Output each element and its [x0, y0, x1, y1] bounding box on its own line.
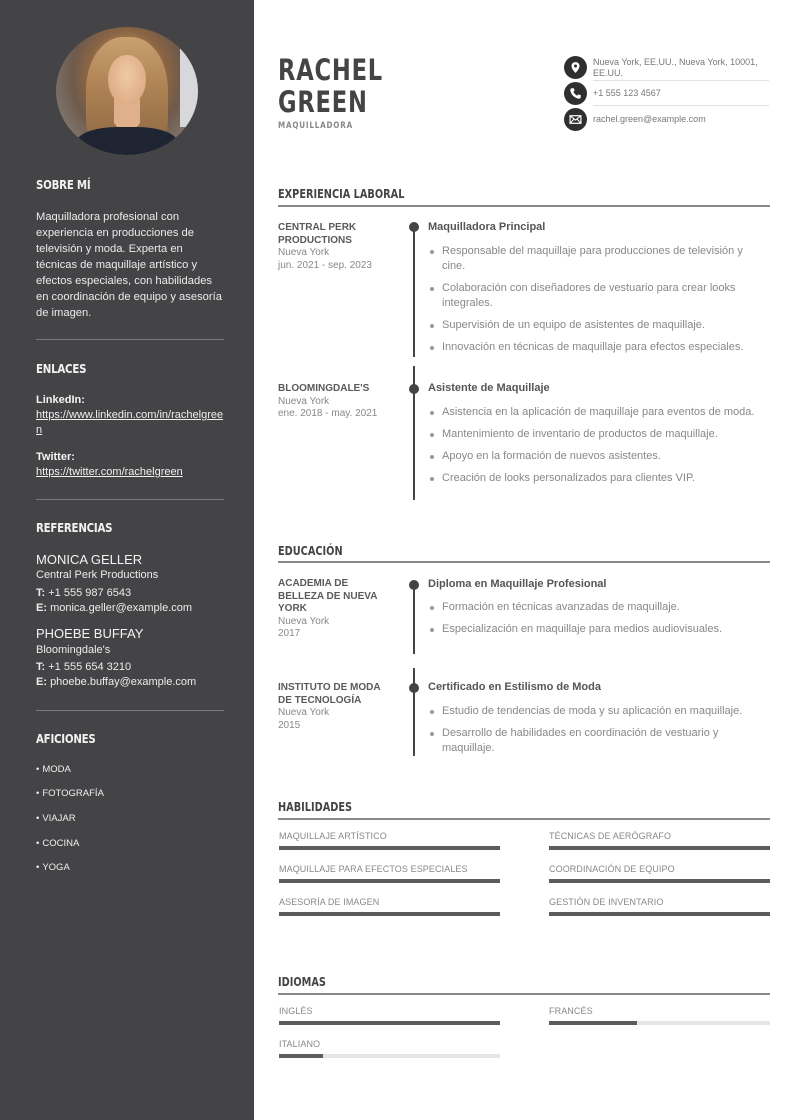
- reference-phone: T: +1 555 987 6543: [36, 587, 132, 599]
- phone-icon: [564, 82, 587, 105]
- twitter-link[interactable]: https://twitter.com/rachelgreen: [36, 466, 183, 478]
- reference-name: PHOEBE BUFFAY: [36, 626, 144, 641]
- experience-org: CENTRAL PERK PRODUCTIONS Nueva York jun. 2021 - sep. 2023: [278, 222, 372, 271]
- degree-title: Certificado en Estilismo de Moda: [428, 681, 601, 693]
- references-heading: REFERENCIAS: [36, 520, 113, 535]
- sidebar-divider: [36, 499, 224, 500]
- sidebar-divider: [36, 339, 224, 340]
- timeline-dot: [409, 384, 419, 394]
- bullet-item: Estudio de tendencias de moda y su aplicación en maquillaje.: [428, 704, 768, 719]
- reference-email: E: monica.geller@example.com: [36, 602, 193, 614]
- skill-item-label: GESTIÓN DE INVENTARIO: [549, 897, 664, 907]
- timeline-line: [413, 668, 415, 756]
- contact-email: rachel.green@example.com: [564, 108, 770, 132]
- education-heading: EDUCACIÓN: [278, 543, 343, 558]
- degree-title: Diploma en Maquillaje Profesional: [428, 578, 607, 590]
- languages-heading: IDIOMAS: [278, 974, 326, 989]
- job-title: Maquilladora Principal: [428, 221, 546, 233]
- about-heading: SOBRE MÍ: [36, 177, 91, 192]
- experience-org: BLOOMINGDALE'S Nueva York ene. 2018 - may. 2021: [278, 383, 378, 419]
- skill-item: [549, 864, 770, 874]
- skill-item-label: TÉCNICAS DE AERÓGRAFO: [549, 831, 672, 841]
- skill-item-label: COORDINACIÓN DE EQUIPO: [549, 864, 675, 874]
- twitter-label: Twitter:: [36, 451, 75, 463]
- section-rule: [278, 993, 770, 995]
- first-name: RACHEL: [278, 53, 384, 87]
- bullet-item: Supervisión de un equipo de asistentes de maquillaje.: [428, 318, 768, 333]
- sidebar: [0, 0, 254, 1120]
- language-item-label: FRANCÉS: [549, 1006, 593, 1016]
- skill-item-label: ASESORÍA DE IMAGEN: [279, 897, 380, 907]
- language-item-label: ITALIANO: [279, 1039, 321, 1049]
- bullet-item: Especialización en maquillaje para medios audiovisuales.: [428, 622, 768, 637]
- language-item-bar-fill: [279, 1054, 323, 1058]
- skill-item-label: MAQUILLAJE ARTÍSTICO: [279, 831, 387, 841]
- location-pin-icon: [564, 56, 587, 79]
- hobby-item: • MODA: [36, 764, 71, 775]
- skill-item: [549, 897, 770, 907]
- language-item-bar-fill: [549, 1021, 637, 1025]
- hobby-item: • FOTOGRAFÍA: [36, 788, 104, 799]
- bullet-item: Colaboración con diseñadores de vestuario para crear looks integrales.: [428, 281, 768, 311]
- bullet-item: Apoyo en la formación de nuevos asistentes.: [428, 449, 768, 464]
- section-rule: [278, 205, 770, 207]
- bullet-item: Creación de looks personalizados para clientes VIP.: [428, 471, 768, 486]
- education-org: ACADEMIA DE BELLEZA DE NUEVA YORK Nueva York 2017: [278, 578, 378, 639]
- bullet-item: Desarrollo de habilidades en coordinación de vestuario y maquillaje.: [428, 726, 768, 756]
- timeline-line: [413, 227, 415, 357]
- skill-item: [279, 831, 500, 841]
- skills-heading: HABILIDADES: [278, 799, 353, 814]
- skill-item-label: MAQUILLAJE PARA EFECTOS ESPECIALES: [279, 864, 468, 874]
- linkedin-link[interactable]: https://www.linkedin.com/in/rachelgreen: [36, 409, 224, 436]
- hobby-item: • VIAJAR: [36, 813, 76, 824]
- bullet-item: Innovación en técnicas de maquillaje para efectos especiales.: [428, 340, 768, 355]
- hobby-item: • YOGA: [36, 862, 70, 873]
- job-bullets: [428, 244, 768, 362]
- profile-photo: [56, 27, 198, 155]
- contact-divider: [593, 80, 769, 81]
- contact-phone: +1 555 123 4567: [564, 82, 770, 106]
- sidebar-divider: [36, 710, 224, 711]
- job-bullets: [428, 405, 768, 493]
- linkedin-label: LinkedIn:: [36, 394, 85, 406]
- timeline-line: [413, 584, 415, 654]
- reference-email: E: phoebe.buffay@example.com: [36, 676, 197, 688]
- reference-name: MONICA GELLER: [36, 552, 143, 567]
- language-item-bar-track: [549, 1021, 770, 1025]
- degree-bullets: [428, 600, 768, 644]
- skill-item-bar-track: [549, 879, 770, 883]
- contact-address: Nueva York, EE.UU., Nueva York, 10001, EE.UU.: [564, 56, 770, 80]
- language-item-bar-track: [279, 1021, 500, 1025]
- skill-item-bar-fill: [279, 912, 500, 916]
- links-heading: ENLACES: [36, 361, 87, 376]
- skill-item-bar-track: [279, 846, 500, 850]
- skill-item-bar-track: [279, 912, 500, 916]
- degree-bullets: [428, 704, 768, 763]
- about-text: Maquilladora profesional con experiencia en producciones de televisión y moda. Experta en técnicas de maquillaje artístico y efectos especiales, con habilidades en coordinación de equipo y asesoría de imagen.: [36, 211, 222, 319]
- bullet-item: Asistencia en la aplicación de maquillaje para eventos de moda.: [428, 405, 768, 420]
- language-item: [279, 1006, 500, 1016]
- skill-item-bar-fill: [549, 846, 770, 850]
- skill-item-bar-track: [549, 846, 770, 850]
- last-name: GREEN: [278, 85, 368, 119]
- skill-item: [549, 831, 770, 841]
- experience-heading: EXPERIENCIA LABORAL: [278, 186, 405, 201]
- job-title: Asistente de Maquillaje: [428, 382, 550, 394]
- language-item-bar-track: [279, 1054, 500, 1058]
- language-item: [549, 1006, 770, 1016]
- timeline-dot: [409, 683, 419, 693]
- bullet-item: Formación en técnicas avanzadas de maquillaje.: [428, 600, 768, 615]
- language-item-label: INGLÉS: [279, 1006, 313, 1016]
- reference-company: Bloomingdale's: [36, 644, 111, 656]
- bullet-item: Mantenimiento de inventario de productos de maquillaje.: [428, 427, 768, 442]
- job-role: MAQUILLADORA: [278, 121, 353, 131]
- contact-divider: [593, 105, 769, 106]
- skill-item: [279, 864, 500, 874]
- skill-item: [279, 897, 500, 907]
- timeline-dot: [409, 222, 419, 232]
- language-item-bar-fill: [279, 1021, 500, 1025]
- timeline-dot: [409, 580, 419, 590]
- education-org: INSTITUTO DE MODA DE TECNOLOGÍA Nueva York 2015: [278, 682, 381, 731]
- hobby-item: • COCINA: [36, 838, 79, 849]
- language-item: [279, 1039, 500, 1049]
- skill-item-bar-fill: [549, 912, 770, 916]
- section-rule: [278, 561, 770, 563]
- skill-item-bar-track: [549, 912, 770, 916]
- skill-item-bar-track: [279, 879, 500, 883]
- skill-item-bar-fill: [279, 846, 500, 850]
- email-icon: [564, 108, 587, 131]
- skill-item-bar-fill: [279, 879, 500, 883]
- section-rule: [278, 818, 770, 820]
- reference-company: Central Perk Productions: [36, 569, 159, 581]
- bullet-item: Responsable del maquillaje para producciones de televisión y cine.: [428, 244, 768, 274]
- reference-phone: T: +1 555 654 3210: [36, 661, 132, 673]
- hobbies-heading: AFICIONES: [36, 731, 96, 746]
- skill-item-bar-fill: [549, 879, 770, 883]
